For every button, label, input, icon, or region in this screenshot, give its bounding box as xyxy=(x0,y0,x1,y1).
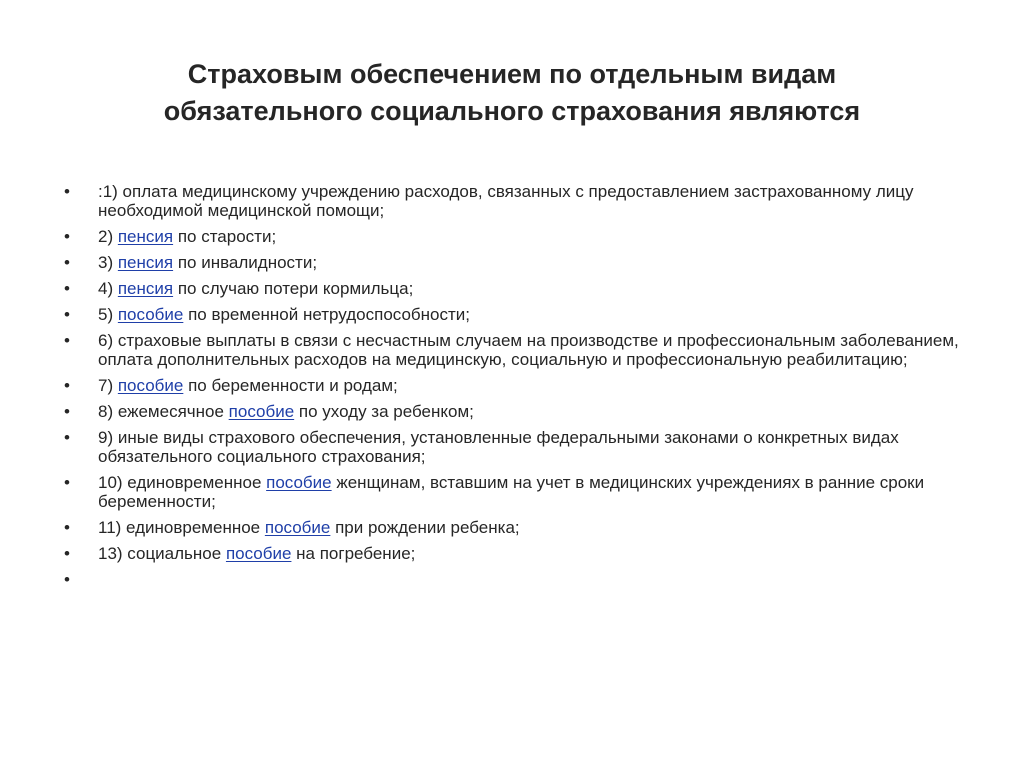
list-item xyxy=(60,253,970,272)
item-text: 5) xyxy=(98,305,118,324)
bullet-icon: • xyxy=(64,227,70,246)
bullet-icon: • xyxy=(64,473,70,492)
item-text: 6) страховые выплаты в связи с несчастным случаем на производстве и профессиональным заболеванием, оплата дополнительных расходов на медицинскую, социальную и профессиональную реабилитацию; xyxy=(98,331,959,369)
allowance-link[interactable]: пособие xyxy=(264,518,331,537)
allowance-link[interactable]: пособие xyxy=(117,376,184,395)
list-item xyxy=(60,331,970,369)
list-item xyxy=(60,518,970,537)
item-text: 2) xyxy=(98,227,118,246)
pension-link[interactable]: пенсия xyxy=(117,253,174,272)
slide-title xyxy=(60,56,964,130)
bullet-icon: • xyxy=(64,331,70,350)
list-item xyxy=(60,473,970,511)
item-text: 3) xyxy=(98,253,118,272)
item-text: по случаю потери кормильца; xyxy=(173,279,414,298)
item-text: по уходу за ребенком; xyxy=(294,402,474,421)
allowance-link[interactable]: пособие xyxy=(228,402,295,421)
bullet-icon: • xyxy=(64,570,70,589)
allowance-link[interactable]: пособие xyxy=(266,473,332,492)
item-text: на погребение; xyxy=(291,544,416,563)
item-text: женщинам, вставшим на учет в медицинских учреждениях в ранние сроки беременности; xyxy=(98,473,925,511)
item-text: 11) единовременное xyxy=(98,518,265,537)
pension-link[interactable]: пенсия xyxy=(117,279,174,298)
pension-link[interactable]: пенсия xyxy=(117,227,174,246)
bullet-icon: • xyxy=(64,305,70,324)
item-text: 10) единовременное xyxy=(98,473,267,492)
item-text: по старости; xyxy=(173,227,277,246)
list-item xyxy=(60,182,970,220)
item-text: 7) xyxy=(98,376,118,395)
item-text: 4) xyxy=(98,279,118,298)
item-text: 13) социальное xyxy=(98,544,226,563)
list-item xyxy=(60,376,970,395)
bullet-icon: • xyxy=(64,376,70,395)
item-text: по временной нетрудоспособности; xyxy=(183,305,471,324)
item-text: по инвалидности; xyxy=(173,253,318,272)
bullet-icon: • xyxy=(64,518,70,537)
bullet-icon: • xyxy=(64,544,70,563)
bullet-icon: • xyxy=(64,279,70,298)
list-item xyxy=(60,428,970,466)
title-line-1: Страховым обеспечением по отдельным видам xyxy=(187,59,837,89)
bullet-icon: • xyxy=(64,182,70,201)
item-text: 9) иные виды страхового обеспечения, установленные федеральными законами о конкретных видах обязательного социального страхования; xyxy=(98,428,899,466)
list-item xyxy=(60,305,970,324)
allowance-link[interactable]: пособие xyxy=(225,544,292,563)
item-text: при рождении ребенка; xyxy=(330,518,520,537)
bullet-icon: • xyxy=(64,402,70,421)
list-item xyxy=(60,227,970,246)
allowance-link[interactable]: пособие xyxy=(117,305,184,324)
item-text: по беременности и родам; xyxy=(183,376,398,395)
item-text: :1) оплата медицинскому учреждению расходов, связанных с предоставлением застрахованному лицу необходимой медицинской помощи; xyxy=(98,182,914,220)
list-item xyxy=(60,402,970,421)
title-line-2: обязательного социального страхования являются xyxy=(163,96,861,126)
bullet-icon: • xyxy=(64,428,70,447)
benefits-list xyxy=(60,182,970,589)
bullet-icon: • xyxy=(64,253,70,272)
list-item xyxy=(60,544,970,563)
list-item xyxy=(60,279,970,298)
item-text: 8) ежемесячное xyxy=(98,402,229,421)
